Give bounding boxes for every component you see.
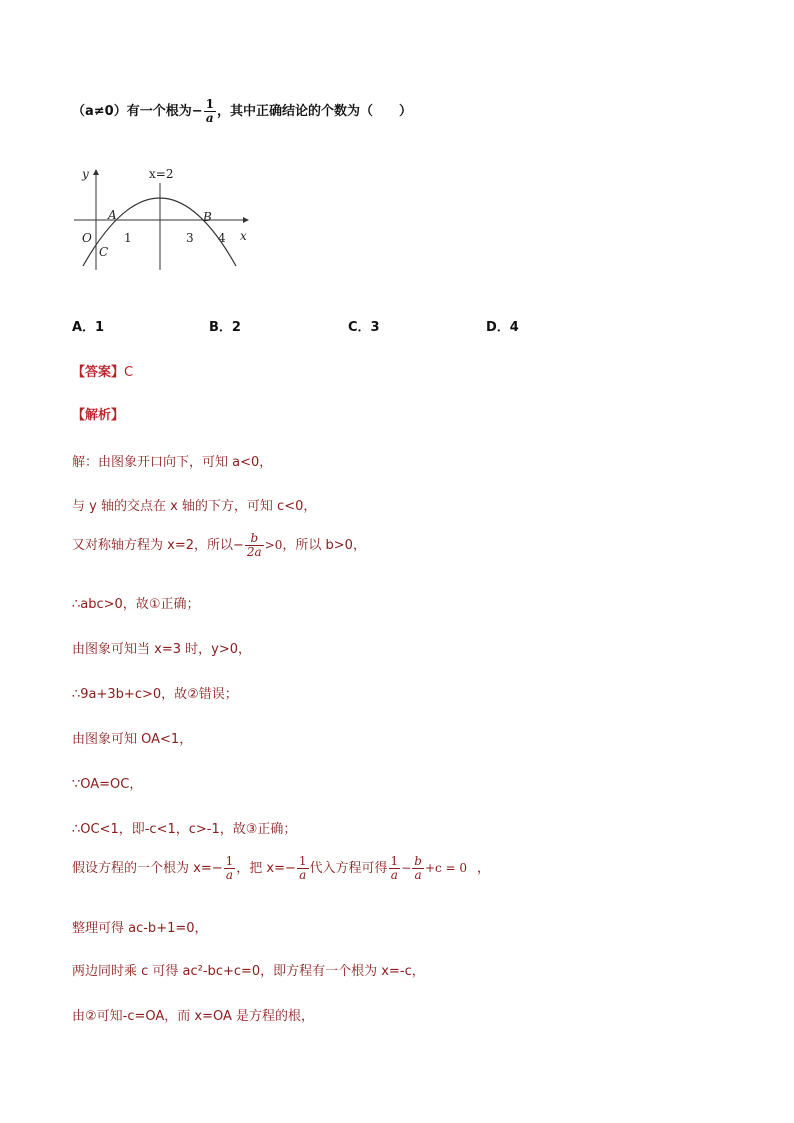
parabola-graph (70, 160, 260, 275)
analysis-line-7: 由图象可知 OA<1， (72, 732, 193, 747)
tick-1: 1 (124, 231, 132, 245)
question-line (72, 98, 412, 125)
analysis-line-10: 假设方程的一个根为 x=− $\frac{1}{a}$ ，把 x=− $\frac{1}{a}$ 代入方程可得 $\frac{1}{a}$ − $\frac{b}{a}$ +c = 0 ， (72, 854, 491, 882)
symmetry-axis-label: x=2 (149, 167, 174, 181)
analysis-line-3: 又对称轴方程为 x=2，所以− $\frac{b}{2a}$ >0，所以 b>0， (72, 531, 366, 559)
point-a-label: A (108, 208, 117, 222)
point-c-label: C (99, 245, 109, 259)
answer-tag: 【答案】 (72, 365, 125, 380)
option-c[interactable]: C．3 (348, 320, 380, 335)
fraction-b-over-2a: $\frac{b}{2a}$ (246, 531, 262, 559)
analysis-tag: 【解析】 (72, 408, 125, 423)
circled-1: ① (148, 597, 161, 612)
analysis-line-11: 整理可得 ac-b+1=0， (72, 921, 208, 936)
fraction-b-over-a: $\frac{b}{a}$ (414, 854, 422, 882)
analysis-line-2: 与 y 轴的交点在 x 轴的下方，可知 c<0， (72, 499, 317, 514)
y-axis-label: y (82, 167, 89, 181)
tick-3: 3 (186, 231, 194, 245)
circled-2: ② (187, 687, 199, 702)
analysis-line-4: ∴abc>0，故①正确； (72, 597, 200, 612)
answer-line (72, 361, 133, 380)
point-b-label: B (203, 210, 212, 224)
analysis-line-12: 两边同时乘 c 可得 ac²-bc+c=0，即方程有一个根为 x=-c， (72, 964, 425, 979)
answer-value: C (124, 365, 134, 380)
origin-label: O (82, 231, 92, 245)
analysis-line-13: 由②可知-c=OA，而 x=OA 是方程的根， (72, 1009, 315, 1024)
x-axis-label: x (240, 229, 247, 243)
analysis-line-9: ∴OC<1，即-c<1，c>-1，故③正确； (72, 822, 297, 837)
analysis-line-1: 解：由图象开口向下，可知 a<0， (72, 455, 273, 470)
circled-3: ③ (245, 822, 258, 837)
question-prefix: （a≠0）有一个根为− (72, 104, 203, 119)
analysis-line-5: 由图象可知当 x=3 时，y>0， (72, 642, 251, 657)
option-a[interactable]: A．1 (72, 320, 105, 335)
fraction-1-over-a: $\frac{1}{a}$ (225, 854, 234, 882)
question-fraction: $\frac{1}{a}$ (205, 97, 214, 125)
fraction-1-over-a-2: $\frac{1}{a}$ (298, 854, 307, 882)
analysis-line-8: ∵OA=OC， (72, 777, 143, 792)
circled-2-b: ② (85, 1009, 97, 1024)
option-d[interactable]: D．4 (486, 320, 519, 335)
tick-4: 4 (218, 231, 226, 245)
fraction-1-over-a-3: $\frac{1}{a}$ (390, 854, 399, 882)
option-b[interactable]: B．2 (209, 320, 241, 335)
question-suffix: ，其中正确结论的个数为（ ） (216, 104, 412, 119)
analysis-line-6: ∴9a+3b+c>0，故②错误； (72, 687, 238, 702)
